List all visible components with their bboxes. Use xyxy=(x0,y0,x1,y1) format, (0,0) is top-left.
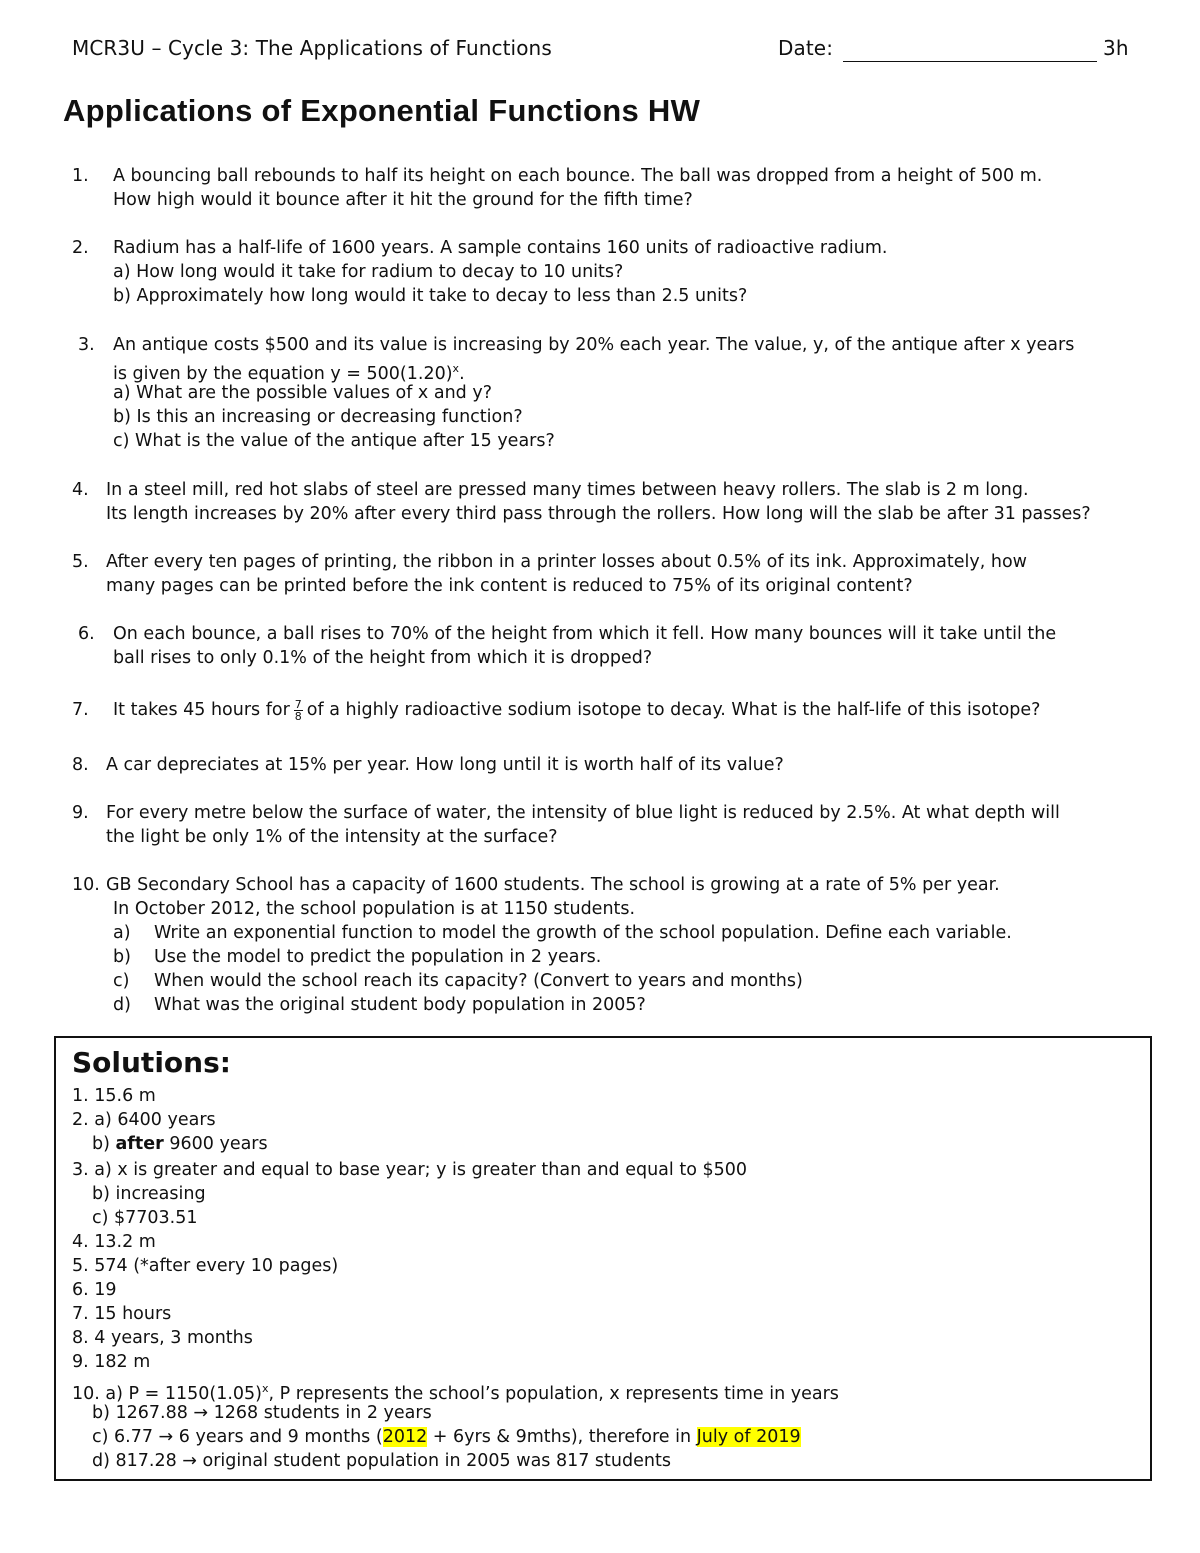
part-letter: a) xyxy=(113,923,131,943)
solution-7: 7. 15 hours xyxy=(72,1304,172,1324)
question-part: When would the school reach its capacity? (Convert to years and months) xyxy=(154,971,803,991)
exponent: x xyxy=(452,362,460,375)
question-text: On each bounce, a ball rises to 70% of the height from which it fell. How many bounces will it take until the xyxy=(113,624,1057,644)
question-text: An antique costs $500 and its value is increasing by 20% each year. The value, y, of the antique after x years xyxy=(113,335,1075,355)
fraction-denominator: 8 xyxy=(294,709,302,723)
question-text: Radium has a half-life of 1600 years. A sample contains 160 units of radioactive radium. xyxy=(113,238,888,258)
question-text: In October 2012, the school population is at 1150 students. xyxy=(113,899,636,919)
solutions-box xyxy=(54,1036,1152,1481)
question-text: For every metre below the surface of water, the intensity of blue light is reduced by 2.5%. At what depth will xyxy=(106,803,1060,823)
question-number: 2. xyxy=(72,238,89,258)
question-number: 3. xyxy=(78,335,95,355)
solution-text: c) 6.77 → 6 years and 9 months ( xyxy=(92,1427,383,1447)
question-number: 1. xyxy=(72,166,89,186)
solution-9: 9. 182 m xyxy=(72,1352,151,1372)
solution-text: b) xyxy=(92,1134,116,1154)
question-text: the light be only 1% of the intensity at the surface? xyxy=(106,827,558,847)
solution-8: 8. 4 years, 3 months xyxy=(72,1328,253,1348)
question-text xyxy=(113,698,1040,722)
text-before-fraction: It takes 45 hours for xyxy=(113,700,290,720)
solution-3c: c) $7703.51 xyxy=(92,1208,198,1228)
date-blank-line xyxy=(843,61,1097,62)
question-number: 4. xyxy=(72,480,89,500)
fraction-numerator: 7 xyxy=(294,697,302,711)
solutions-title: Solutions: xyxy=(72,1046,231,1079)
solution-1: 1. 15.6 m xyxy=(72,1086,156,1106)
highlighted-year: 2012 xyxy=(382,1427,428,1447)
fraction xyxy=(294,699,303,722)
exponent: x xyxy=(262,1382,269,1395)
bold-word: after xyxy=(115,1134,164,1154)
question-text: many pages can be printed before the ink content is reduced to 75% of its original content? xyxy=(106,576,913,596)
question-number: 10. xyxy=(72,875,100,895)
question-text: Its length increases by 20% after every third pass through the rollers. How long will the slab be after 31 passes? xyxy=(106,504,1091,524)
question-part: b) Approximately how long would it take to decay to less than 2.5 units? xyxy=(113,286,748,306)
equation-text: is given by the equation y = 500(1.20) xyxy=(113,363,453,384)
question-part: Write an exponential function to model the growth of the school population. Define each variable. xyxy=(154,923,1012,943)
part-letter: b) xyxy=(113,947,131,967)
question-text: GB Secondary School has a capacity of 1600 students. The school is growing at a rate of 5% per year. xyxy=(106,875,1000,895)
solution-10d: d) 817.28 → original student population in 2005 was 817 students xyxy=(92,1451,671,1471)
part-letter: c) xyxy=(113,971,130,991)
solution-10b: b) 1267.88 → 1268 students in 2 years xyxy=(92,1403,432,1423)
question-text: After every ten pages of printing, the ribbon in a printer losses about 0.5% of its ink. Approximately, how xyxy=(106,552,1027,572)
question-text: How high would it bounce after it hit the ground for the fifth time? xyxy=(113,190,693,210)
question-part: b) Is this an increasing or decreasing function? xyxy=(113,407,523,427)
page-title: Applications of Exponential Functions HW xyxy=(63,93,701,128)
solution-3b: b) increasing xyxy=(92,1184,206,1204)
question-number: 5. xyxy=(72,552,89,572)
highlighted-date: July of 2019 xyxy=(696,1427,801,1447)
solution-4: 4. 13.2 m xyxy=(72,1232,156,1252)
question-number: 9. xyxy=(72,803,89,823)
question-text: ball rises to only 0.1% of the height from which it is dropped? xyxy=(113,648,653,668)
question-part: What was the original student body population in 2005? xyxy=(154,995,646,1015)
question-number: 6. xyxy=(78,624,95,644)
solution-text: 9600 years xyxy=(163,1134,268,1154)
text-after-fraction: of a highly radioactive sodium isotope to decay. What is the half-life of this isotope? xyxy=(306,700,1041,720)
date-label: Date: xyxy=(778,36,834,60)
course-header: MCR3U – Cycle 3: The Applications of Functions xyxy=(72,36,552,60)
question-text: A bouncing ball rebounds to half its height on each bounce. The ball was dropped from a height of 500 m. xyxy=(113,166,1043,186)
question-number: 7. xyxy=(72,700,89,720)
question-part: a) How long would it take for radium to decay to 10 units? xyxy=(113,262,624,282)
solution-6: 6. 19 xyxy=(72,1280,117,1300)
question-part: Use the model to predict the population in 2 years. xyxy=(154,947,602,967)
solution-3a: 3. a) x is greater and equal to base year; y is greater than and equal to $500 xyxy=(72,1160,747,1180)
question-number: 8. xyxy=(72,755,89,775)
solution-5: 5. 574 (*after every 10 pages) xyxy=(72,1256,339,1276)
question-text: In a steel mill, red hot slabs of steel are pressed many times between heavy rollers. The slab is 2 m long. xyxy=(106,480,1029,500)
solution-text: 10. a) P = 1150(1.05) xyxy=(72,1383,263,1404)
solution-text: , P represents the school’s population, x represents time in years xyxy=(268,1383,839,1404)
question-part: c) What is the value of the antique after 15 years? xyxy=(113,431,555,451)
period-label: 3h xyxy=(1103,36,1129,60)
solution-10c xyxy=(92,1425,801,1449)
part-letter: d) xyxy=(113,995,131,1015)
question-text: A car depreciates at 15% per year. How long until it is worth half of its value? xyxy=(106,755,784,775)
solution-2a: 2. a) 6400 years xyxy=(72,1110,216,1130)
question-part: a) What are the possible values of x and y? xyxy=(113,383,492,403)
period-mark: . xyxy=(459,363,465,384)
solution-2b xyxy=(92,1132,268,1156)
solution-text: + 6yrs & 9mths), therefore in xyxy=(427,1427,697,1447)
